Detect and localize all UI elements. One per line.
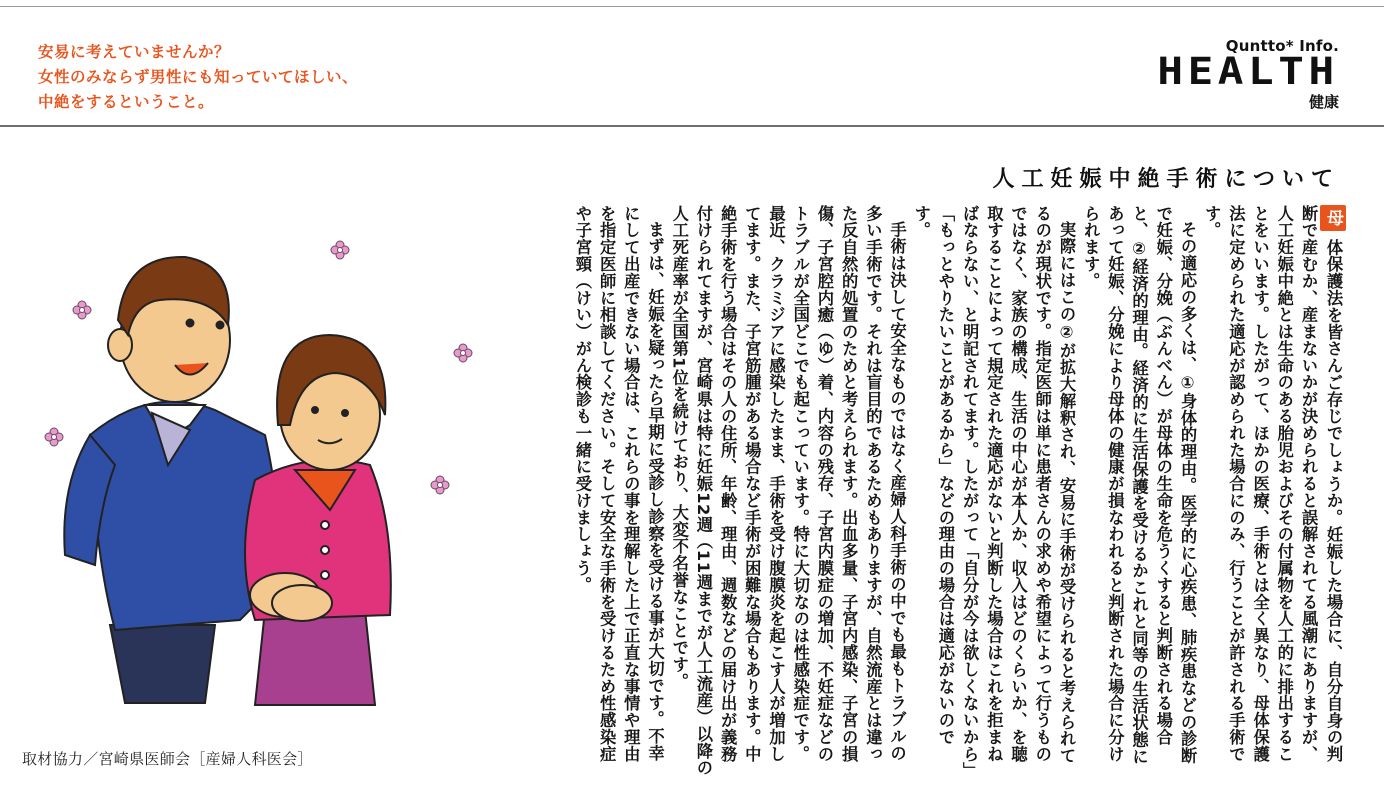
brand-jp-label: 健康 xyxy=(1308,93,1339,111)
lead-line-1: 安易に考えていませんか？ xyxy=(38,43,231,61)
brand-sub-label: Quntto* Info. xyxy=(1225,37,1339,55)
credit-line: 取材協力／宮崎県医師会［産婦人科医会］ xyxy=(22,750,313,768)
paragraph-5: まずは、妊娠を疑ったら早期に受診し診察を受ける事が大切です。不幸にして出産できない場合は、これらの事を理解した上で正直な事情や理由を指定医師に相談してください。そして安全な手術を受けるため性感染症や子宮頸（けい）がん検診も一緒に受けましょう。 xyxy=(572,205,665,763)
brand-logo-health: HEALTH xyxy=(1157,50,1339,93)
paragraph-1-text: 体保護法を皆さんご存じでしょうか。妊娠した場合に、自分自身の判断で産むか、産まないかが決められると誤解されてる風潮にありますが、人工妊娠中絶とは生命のある胎児およびその付属物を人工的に排出することをいいます。したがって、ほかの医療、手術とは全く異なり、母体保護法に定められた適応が認められた場合にのみ、行うことが許される手術です。 xyxy=(1202,205,1343,763)
section-brand xyxy=(1157,37,1339,112)
header-band xyxy=(0,7,1384,125)
initial-badge: 母 xyxy=(1320,205,1346,231)
paragraph-4: 手術は決して安全なものではなく産婦人科手術の中でも最もトラブルの多い手術です。それは盲目的であるためもありますが、自然流産とは違った反自然的処置のためと考えられます。出血多量、子宮内感染、子宮の損傷、子宮腔内癒（ゆ）着、内容の残存、子宮内膜症の増加、不妊症などのトラブルが全国どこでも起こっています。特に大切なのは性感染症です。最近、クラミジアに感染したまま、手術を受け腹膜炎を起こす人が増加してます。また、子宮筋腫がある場合など手術が困難な場合もあります。中絶手術を行う場合はその人の住所、年齢、理由、週数などの届け出が義務付けられてますが、宮崎県は特に妊娠12週（11週までが人工流産）以降の人工死産率が全国第1位を続けており、大変不名誉なことです。 xyxy=(669,205,907,777)
man-figure xyxy=(64,257,278,703)
lead-line-3: 中絶をするということ。 xyxy=(38,93,215,111)
couple-illustration xyxy=(40,225,495,725)
lead-copy xyxy=(38,40,358,115)
lead-line-2: 女性のみならず男性にも知っていてほしい、 xyxy=(38,68,359,86)
paragraph-3: 実際にはこの②が拡大解釈され、安易に手術が受けられると考えられてるのが現状です。指定医師は単に患者さんの求めや希望によって行うものではなく、家族の構成、生活の中心が本人か、収入はどのくらいか、を聴取することによって規定された適応がないと判断した場合はこれを拒まねばならない、と明記されてます。したがって「自分が今は欲しくないから」「もっとやりたいことがあるから」などの理由の場合は適応がないのです。 xyxy=(911,205,1076,772)
article-title: 人工妊娠中絶手術について xyxy=(992,167,1340,192)
article-body xyxy=(516,205,1346,777)
header-divider xyxy=(0,125,1384,127)
paragraph-2: その適応の多くは、①身体的理由。医学的に心疾患、肺疾患などの診断で妊娠、分娩（ぶんべん）が母体の生命を危うくすると判断される場合と、②経済的理由。経済的に生活保護を受けるかこれと同等の生活状態にあって妊娠、分娩により母体の健康が損なわれると判断された場合に分けられます。 xyxy=(1081,205,1197,766)
paragraph-1 xyxy=(1199,205,1346,777)
woman-figure xyxy=(245,335,391,705)
